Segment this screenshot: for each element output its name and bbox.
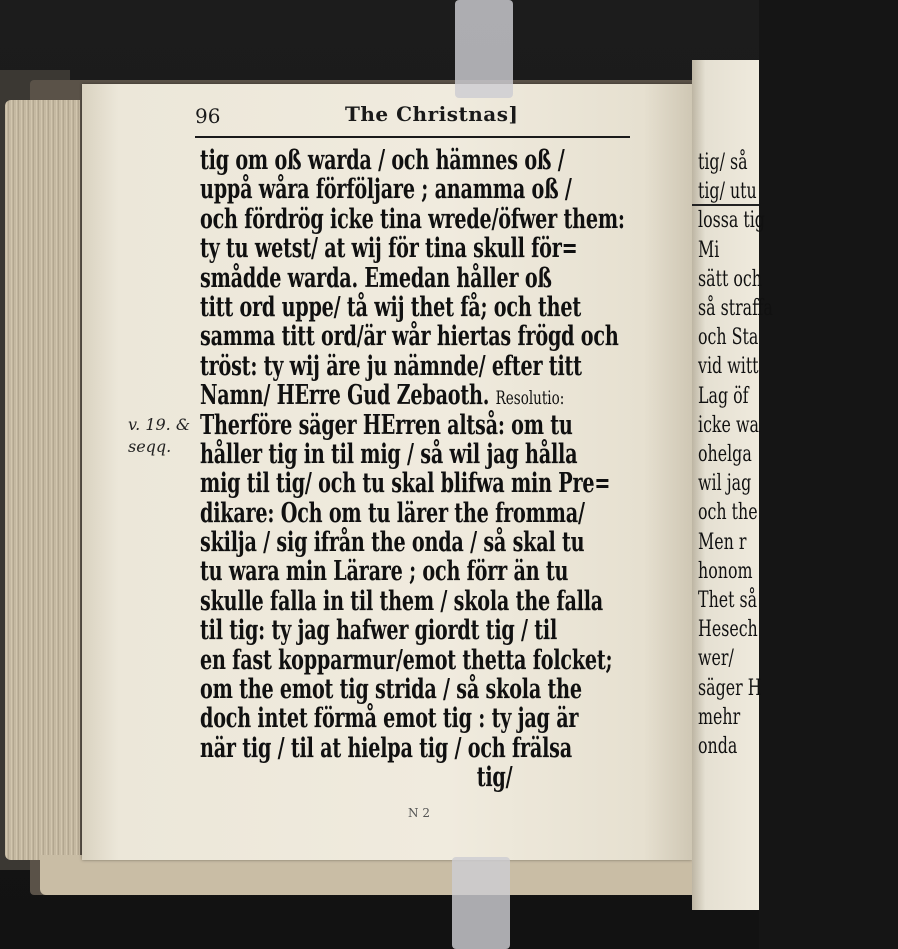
text-line: uppå wåra förföljare ; anamma oß /	[200, 174, 572, 206]
facing-line: wer/	[698, 646, 734, 672]
header-rule	[195, 136, 630, 138]
facing-line: lossa tig	[698, 208, 765, 234]
running-head: The Christnas]	[345, 102, 519, 126]
text-line: om the emot tig strida / så skola the	[200, 674, 582, 706]
facing-page	[692, 60, 773, 910]
facing-line: ohelga	[698, 442, 752, 468]
margin-note	[128, 414, 190, 458]
text-line: Therföre säger HErren altså: om tu	[200, 409, 573, 441]
text-line: Namn/ HErre Gud Zebaoth.	[200, 380, 490, 412]
facing-line: sätt och	[698, 266, 762, 292]
facing-page-lines	[698, 148, 898, 761]
page-number: 96	[195, 104, 221, 128]
facing-line: honom	[698, 558, 753, 584]
text-line: mig til tig/ och tu skal blifwa min Pre=	[200, 468, 611, 500]
text-line-with-note	[200, 380, 565, 412]
facing-line: Hesech	[698, 617, 758, 643]
text-line: en fast kopparmur/emot thetta folcket;	[200, 644, 613, 676]
facing-line: säger H	[698, 675, 762, 701]
facing-line: mehr	[698, 704, 741, 730]
facing-line: Lag öf	[698, 383, 749, 409]
facing-line: vid witt	[698, 354, 759, 380]
text-line: och fördrög icke tina wrede/öfwer them:	[200, 203, 625, 235]
signature-mark: N 2	[408, 806, 430, 820]
catchword: tig/	[476, 762, 513, 794]
text-line: titt ord uppe/ tå wij thet få; och thet	[200, 291, 581, 323]
facing-line: tig/ utu	[698, 179, 757, 205]
book-clip-strap-bottom	[452, 857, 510, 949]
body-text	[200, 146, 640, 793]
facing-line: icke wa	[698, 412, 759, 438]
page-edges	[5, 100, 80, 860]
text-line: til tig: ty jag hafwer giordt tig / til	[200, 615, 558, 647]
text-line: tig om oß warda / och hämnes oß /	[200, 145, 565, 176]
margin-note-line: v. 19. &	[128, 415, 191, 434]
facing-line: Men r	[698, 529, 747, 555]
text-line: doch intet förmå emot tig : ty jag är	[200, 703, 579, 735]
text-line: dikare: Och om tu lärer the fromma/	[200, 497, 585, 529]
margin-note-line: seqq.	[128, 437, 172, 456]
inline-note: Resolutio:	[495, 387, 565, 410]
text-line: ty tu wetst/ at wij för tina skull för=	[200, 233, 578, 265]
text-line: samma titt ord/är wår hiertas frögd och	[200, 321, 619, 353]
text-line: håller tig in til mig / så wil jag hålla	[200, 438, 578, 470]
facing-line: och the	[698, 500, 758, 526]
text-line: smådde warda. Emedan håller oß	[200, 262, 552, 294]
book-clip-strap-top	[455, 0, 513, 98]
text-line: skilja / sig ifrån the onda / så skal tu	[200, 527, 585, 559]
text-line: när tig / til at hielpa tig / och frälsa	[200, 732, 572, 764]
catchword-line	[200, 763, 512, 792]
text-line: skulle falla in til them / skola the falla	[200, 585, 604, 617]
facing-line: och Sta	[698, 325, 759, 351]
facing-line: Thet så	[698, 588, 758, 614]
facing-line: Mi	[698, 237, 720, 263]
facing-line: wil jag	[698, 471, 752, 497]
text-line: tröst: ty wij äre ju nämnde/ efter titt	[200, 350, 582, 382]
text-line: tu wara min Lärare ; och förr än tu	[200, 556, 569, 588]
page-bottom-edge	[40, 855, 700, 895]
facing-line: onda	[698, 734, 738, 760]
facing-line: så straffa	[698, 296, 773, 322]
page-header	[195, 100, 600, 130]
facing-line: tig/ så	[698, 150, 748, 175]
